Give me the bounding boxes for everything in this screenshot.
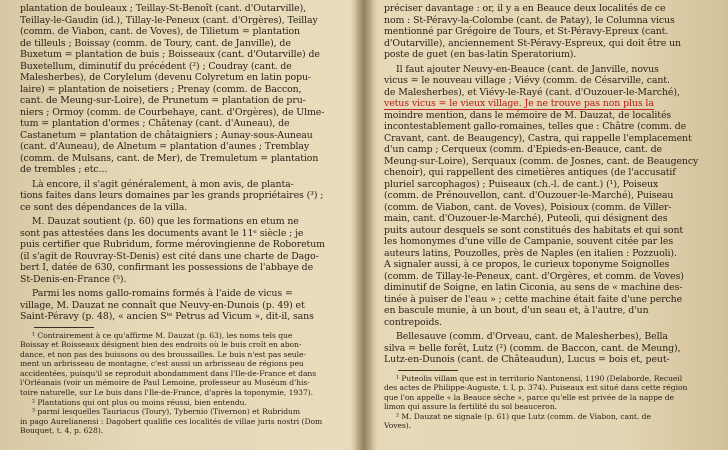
text-line: Buxetellum, diminutif du précédent (²) ; Coudray (cant. de: [20, 60, 292, 72]
left-page-text: [20, 3, 352, 436]
footnote-line: ment un arbrisseau de montagne, c'est aussi un arbrisseau de régions peu: [20, 359, 304, 369]
text-line: Meung-sur-Loire), Serquaux (comm. de Josnes, cant. de Beaugency: [384, 155, 699, 167]
text-line: mentionné par Grégoire de Tours, et St-Péravy-Epreux (cant.: [384, 26, 669, 37]
text-line: Lutz-en-Dunois (cant. de Châteaudun), Lucus = bois et, peut-: [384, 354, 670, 365]
text-line: nom : St-Péravy-la-Colombe (cant. de Patay), le Columna vicus: [384, 14, 675, 26]
footnote-line: Bouquet, t. 4, p. 628).: [20, 426, 104, 436]
text-line: Saint-Péravy (p. 48), « ancien Sᵗᵉ Petrus ad Vicum », dit-il, sans: [20, 311, 314, 322]
text-line: Là encore, il s'agit généralement, à mon avis, de planta-: [32, 178, 294, 190]
red-underline-annotation: vetus vicus = le vieux village. Je ne trouve pas non plus la: [384, 98, 654, 109]
text-line: Buxetum = plantation de buis ; Boisseaux (cant. d'Outarville) de: [20, 49, 320, 60]
footnote-rule: [34, 327, 94, 328]
text-line: de tilleuls ; Boissay (comm. de Toury, cant. de Janville), de: [20, 37, 291, 49]
text-line: St-Denis-en-France (⁵).: [20, 273, 127, 285]
highlighted-annotation-line: [384, 98, 719, 110]
footnote-line: ¹ Puteolis villam que est in territorio Nantonensi, 1190 (Delaborde, Recueil: [396, 373, 683, 383]
footnote-line: toire naturelle, sur Le buis dans l'Ile-de-France, d'après la toponymie, 1937).: [20, 388, 314, 398]
text-line: sont pas attestées dans les documents avant le 11ᵉ siècle ; je: [20, 227, 304, 239]
text-line: diminutif de Soigne, en latin Ciconia, au sens de « machine des-: [384, 282, 683, 293]
book-gutter: [354, 0, 374, 450]
text-line: (il s'agit de Rouvray-St-Denis) est cité dans une charte de Dago-: [20, 250, 319, 262]
text-line: M. Dauzat soutient (p. 60) que les formations en etum ne: [32, 216, 299, 227]
footnote-line: dance, et non pas des buissons ou des broussailles. Le buis n'est pas seule-: [20, 349, 306, 359]
footnote-line: ³ parmi lesquelles Tauriacus (Toury), Tybernio (Tivernon) et Rubridum: [32, 407, 301, 417]
footnote-line: Voves).: [384, 421, 412, 431]
text-line: les homonymes d'une ville de Campanie, souvent citée par les: [384, 236, 674, 247]
text-line: Teillay-le-Gaudin (id.), Tillay-le-Peneux (cant. d'Orgères), Teillay: [20, 14, 318, 26]
text-line: main, cant. d'Ouzouer-le-Marché), Puteoli, qui désignent des: [384, 213, 668, 224]
text-line: moindre mention, dans le mémoire de M. Dauzat, de localités: [384, 109, 672, 121]
text-line: contrepoids.: [384, 316, 442, 328]
footnote-rule: [398, 370, 458, 371]
text-line: laire) = plantation de noisetiers ; Prenay (comm. de Baccon,: [20, 83, 302, 95]
text-line: (comm. de Mulsans, cant. de Mer), de Tremuletum = plantation: [20, 152, 319, 164]
footnote-line: limon qui assure la fertilité du sol beauceron.: [384, 402, 558, 412]
text-line: (comm. de Tillay-le-Peneux, cant. d'Orgères, et comm. de Voves): [384, 270, 684, 282]
text-line: tions faites dans leurs domaines par les grands propriétaires (³) ;: [20, 190, 324, 201]
text-line: village, M. Dauzat ne connaît que Neuvy-en-Dunois (p. 49) et: [20, 299, 305, 311]
text-line: auteurs latins, Pouzolles, près de Naples (en italien : Pozzuoli).: [384, 247, 677, 259]
text-line: bert I, datée de 630, confirmant les possessions de l'abbaye de: [20, 262, 314, 273]
footnote-line: accidentées, puisqu'il se reproduit abondamment dans l'Ile-de-France et dans: [20, 368, 317, 378]
text-line: puits autour desquels se sont constitués des habitats et qui sont: [384, 224, 684, 236]
text-line: vicus = le nouveau village ; Viévy (comm. de Césarville, cant.: [384, 75, 670, 86]
text-line: Malesherbes), de Corylelum (devenu Colyretum en latin popu-: [20, 72, 311, 83]
footnote-line: ² M. Dauzat ne signale (p. 61) que Lutz (comm. de Viabon, cant. de: [396, 411, 651, 421]
text-line: silva = belle forêt, Lutz (²) (comm. de Baccon, cant. de Meung),: [384, 342, 681, 354]
text-line: (comm. de Prénouvellon, cant. d'Ouzouer-le-Marché), Puiseau: [384, 190, 674, 201]
text-line: Cravant, cant. de Beaugency), Castra, qui rappelle l'emplacement: [384, 132, 692, 144]
footnote-line: ¹ Contrairement à ce qu'affirme M. Dauzat (p. 63), les noms tels que: [32, 330, 293, 340]
text-line: tinée à puiser de l'eau » ; cette machine était faite d'une perche: [384, 293, 683, 305]
footnote-line: que l'on appelle « la Beauce sèche », parce qu'elle est privée de la nappe de: [384, 392, 674, 402]
footnote-line: des actes de Philippe-Auguste, t. I, p. 374). Puiseaux est situé dans cette région: [384, 383, 688, 393]
footnote-line: ² Plantations qui ont plus ou moins réussi, bien entendu.: [32, 397, 247, 407]
text-line: Il faut ajouter Neuvy-en-Beauce (cant. de Janville, novus: [396, 63, 659, 75]
text-line: (comm. de Viabon, cant. de Voves), Poisioux (comm. de Viller-: [384, 201, 672, 213]
text-line: niers ; Ormoy (comm. de Courbehaye, cant. d'Orgères), de Ulme-: [20, 106, 325, 118]
text-line: poste de guet (en bas-latin Speratorium).: [384, 49, 577, 60]
text-line: de Malesherbes), et Viévy-le-Rayé (cant. d'Ouzouer-le-Marché),: [384, 86, 680, 98]
text-line: (comm. de Viabon, cant. de Voves), de Tilietum = plantation: [20, 26, 300, 37]
text-line: de trembles ; etc...: [20, 164, 108, 175]
text-line: en bascule munie, à un bout, d'un seau et, à l'autre, d'un: [384, 305, 649, 316]
text-line: cant. de Meung-sur-Loire), de Prunetum = plantation de pru-: [20, 95, 306, 106]
text-line: incontestablement gallo-romaines, telles que : Châtre (comm. de: [384, 121, 687, 132]
footnote-line: Boissay et Boisseaux désignent bien des endroits où le buis croît en abon-: [20, 340, 302, 350]
footnote-line: in pago Aurelianensi : Dagobert qualifie ces localités de villae juris nostri (Dom: [20, 416, 323, 426]
text-line: plantation de bouleaux ; Teillay-St-Benoît (cant. d'Outarville),: [20, 3, 307, 14]
text-line: A signaler aussi, à ce propos, le curieux toponyme Soignolles: [384, 259, 670, 270]
right-page: [364, 0, 728, 450]
text-line: d'un camp ; Cerqueux (comm. d'Epieds-en-Beauce, cant. de: [384, 144, 662, 155]
text-line: d'Outarville), anciennement St-Péravy-Espreux, qui doit être un: [384, 37, 681, 49]
text-line: pluriel sarcophagos) ; Puiseaux (ch.-l. de cant.) (¹), Poiseux: [384, 178, 659, 190]
footnote-line: l'Orléanais (voir un mémoire de Paul Lemoine, professeur au Muséum d'his-: [20, 378, 310, 388]
text-line: préciser davantage : or, il y a en Beauce deux localités de ce: [384, 3, 666, 14]
text-line: puis certifier que Rubridum, forme mérovingienne de Roboretum: [20, 239, 325, 250]
text-line: Castanetum = plantation de châtaigniers ; Aunay-sous-Auneau: [20, 129, 313, 141]
text-line: Parmi les noms gallo-romains formés à l'aide de vicus =: [32, 288, 293, 299]
text-line: (cant. d'Auneau), de Alnetum = plantation d'aunes ; Tremblay: [20, 141, 310, 152]
text-line: tum = plantation d'ormes ; Châtenay (cant. d'Auneau), de: [20, 118, 290, 129]
text-line: Bellesauve (comm. d'Orveau, cant. de Malesherbes), Bella: [396, 331, 668, 342]
text-line: chenoir), qui rappellent des cimetières antiques (de l'accusatif: [384, 167, 676, 178]
right-page-text: [384, 3, 719, 431]
text-line: ce sont des dépendances de la villa.: [20, 201, 188, 213]
